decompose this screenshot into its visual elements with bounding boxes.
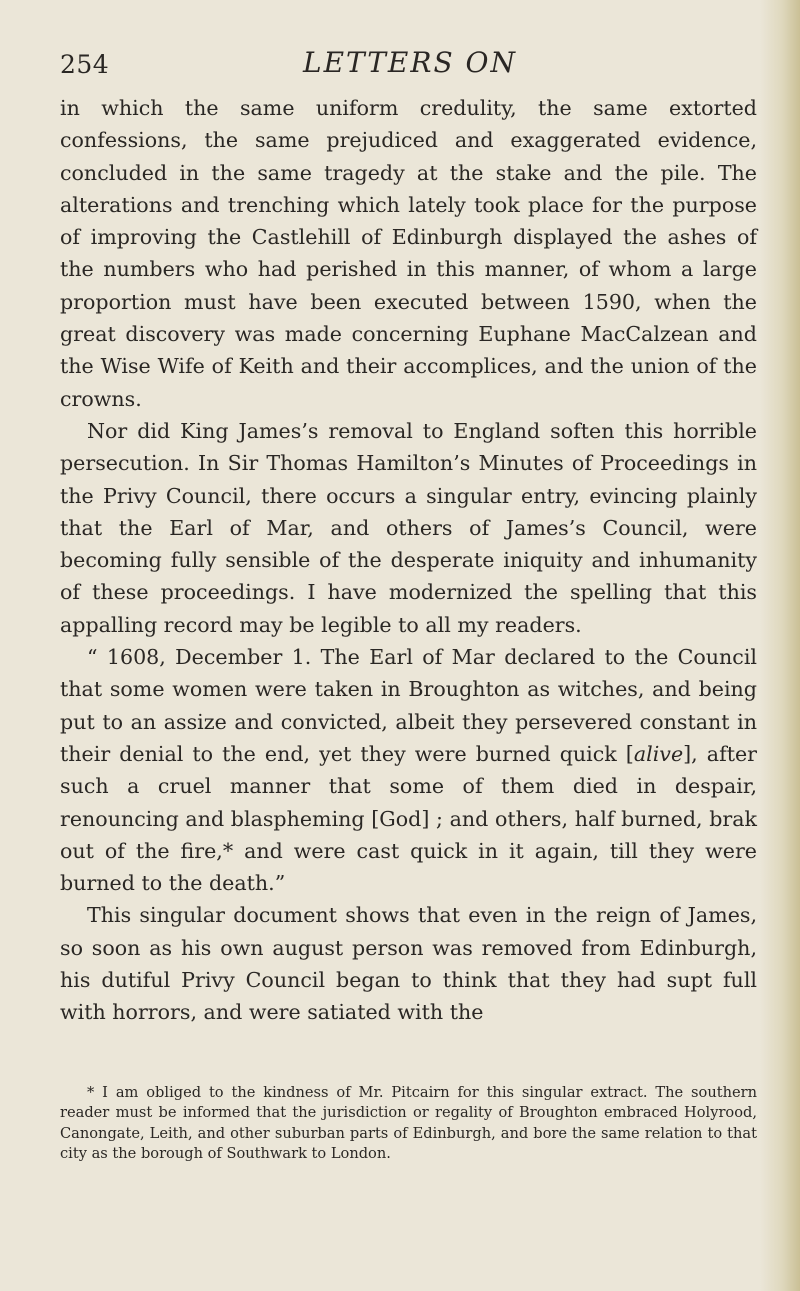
page-header (60, 46, 760, 86)
page-edge-shading (760, 0, 800, 1291)
paragraph-1: in which the same uniform credulity, the same extorted confessions, the same prejudiced and exaggerated evidence, concluded in the same tragedy at the stake and the pile. The alterations and trenching which lately took place for the purpose of improving the Castlehill of Edinburgh displayed the ashes of the numbers who had perished in this manner, of whom a large proportion must have been executed between 1590, when the great discovery was made concerning Euphane MacCalzean and the Wise Wife of Keith and their accomplices, and the union of the crowns. (60, 96, 757, 411)
page-number: 254 (60, 50, 110, 79)
quotation-text-start: “ 1608, December 1. The Earl of Mar declared to the Council that some women were taken in Broughton as witches, and being put to an assize and convicted, albeit they persevered constant in their denial to the end, yet they were burned quick [ (60, 645, 757, 766)
paragraph-3-quotation (60, 641, 757, 899)
paragraph-4: This singular document shows that even in the reign of James, so soon as his own august person was removed from Edinburgh, his dutiful Privy Council began to think that they had supt full with horrors, and were satiated with the (60, 903, 757, 1025)
paragraph-2: Nor did King James’s removal to England soften this horrible persecution. In Sir Thomas Hamilton’s Minutes of Proceedings in the Privy Council, there occurs a singular entry, evincing plainly that the Earl of Mar, and others of James’s Council, were becoming fully sensible of the desperate iniquity and inhumanity of these proceedings. I have modernized the spelling that this appalling record may be legible to all my readers. (60, 418, 757, 637)
quotation-italic-gloss: alive (633, 741, 684, 766)
running-head: LETTERS ON (303, 46, 517, 79)
footnote: * I am obliged to the kindness of Mr. Pitcairn for this singular extract. The southern reader must be informed that the jurisdiction or regality of Broughton embraced Holyrood, Canongate, Leith, and other suburban parts of Edinburgh, and bore the same relation to that city as the borough of Southwark to London. (60, 1084, 757, 1162)
body-text (60, 92, 757, 1029)
quotation-text-end: ], after such a cruel manner that some of them died in despair, renouncing and blaspheming [God] ; and others, half burned, brak out of the fire,* and were cast quick in it again, till they were burned to the death.” (60, 741, 758, 896)
